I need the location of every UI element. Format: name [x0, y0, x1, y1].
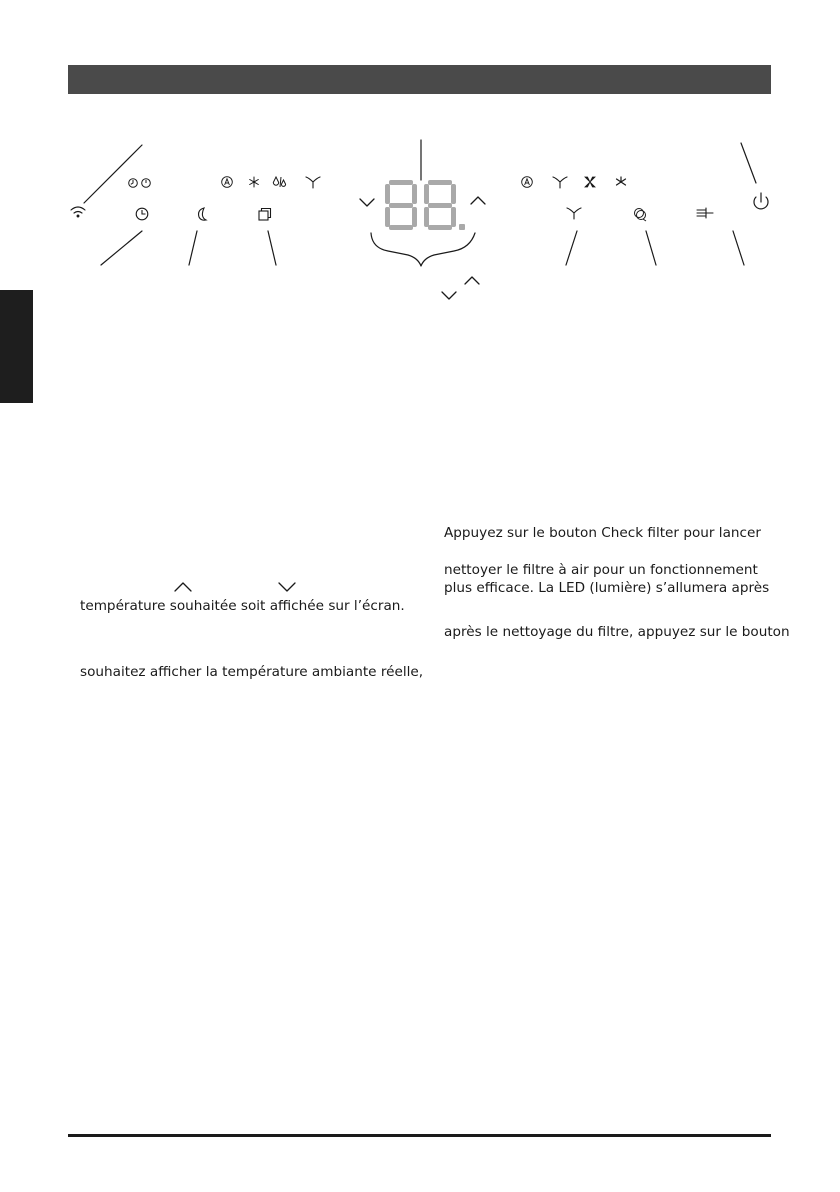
- right-text-line-4: après le nettoyage du filtre, appuyez sur le bouton: [444, 624, 790, 640]
- footer-rule: [68, 1134, 771, 1137]
- left-text-line-2: souhaitez afficher la température ambiante réelle,: [80, 664, 424, 680]
- right-text-line-3: plus efficace. La LED (lumière) s’allumera après: [444, 580, 770, 596]
- inline-up-arrow-icon: [175, 583, 191, 591]
- inline-down-arrow-icon: [279, 583, 295, 591]
- right-text-line-2: nettoyer le filtre à air pour un fonctionnement: [444, 562, 758, 578]
- right-text-line-1: Appuyez sur le bouton Check filter pour lancer: [444, 525, 761, 541]
- left-text-line-1: température souhaitée soit affichée sur l’écran.: [80, 598, 405, 614]
